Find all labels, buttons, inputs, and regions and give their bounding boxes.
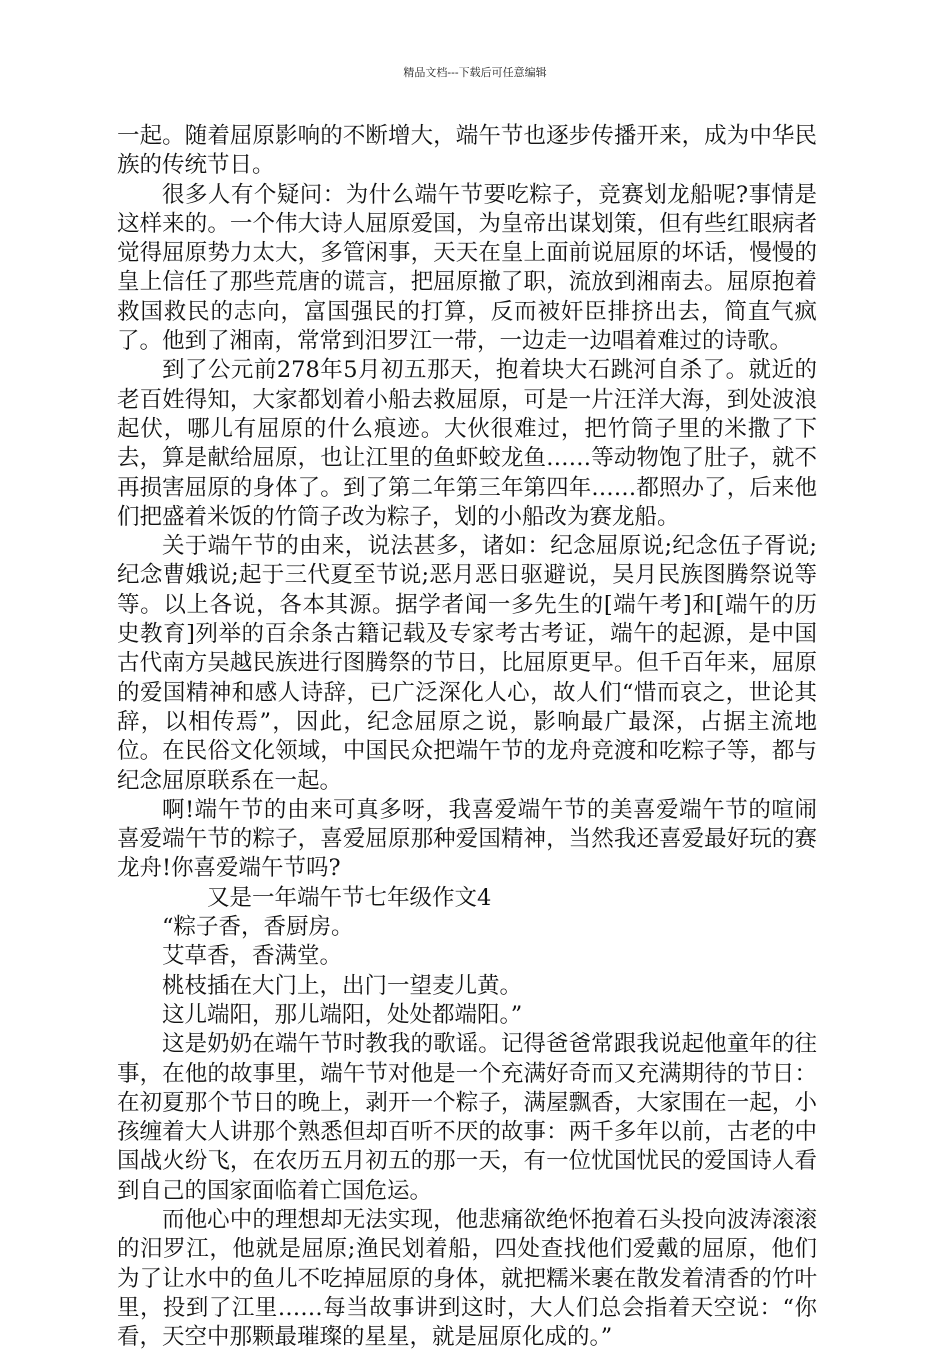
paragraph: 一起。随着屈原影响的不断增大，端午节也逐步传播开来，成为中华民族的传统节日。	[117, 123, 817, 179]
paragraph: 这是奶奶在端午节时教我的歌谣。记得爸爸常跟我说起他童年的往事，在他的故事里，端午节对他是一个充满好奇而又充满期待的节日：在初夏那个节日的晚上，剥开一个粽子，满屋飘香，大家围在一起，小孩缠着大人讲那个熟悉但却百听不厌的故事：两千多年以前，古老的中国战火纷飞，在农历五月初五的那一天，有一位忧国忧民的爱国诗人看到自己的国家面临着亡国危运。	[117, 1031, 817, 1204]
paragraph: 关于端午节的由来，说法甚多，诸如：纪念屈原说;纪念伍子胥说;纪念曹娥说;起于三代夏至节说;恶月恶日驱避说，吴月民族图腾祭说等等。以上各说，各本其源。据学者闻一多先生的[端午考]和[端午的历史教育]列举的百余条古籍记载及专家考古考证，端午的起源，是中国古代南方吴越民族进行图腾祭的节日，比屈原更早。但千百年来，屈原的爱国精神和感人诗辞，已广泛深化人心，故人们“惜而哀之，世论其辞，以相传焉”，因此，纪念屈原之说，影响最广最深，占据主流地位。在民俗文化领域，中国民众把端午节的龙舟竞渡和吃粽子等，都与纪念屈原联系在一起。	[117, 533, 817, 794]
verse-line: 艾草香，香满堂。	[162, 943, 343, 970]
document-body	[117, 122, 817, 1352]
page-header: 精品文档---下载后可任意编辑	[403, 66, 547, 79]
paragraph: 到了公元前278年5月初五那天，抱着块大石跳河自杀了。就近的老百姓得知，大家都划着小船去救屈原，可是一片汪洋大海，到处波浪起伏，哪儿有屈原的什么痕迹。大伙很难过，把竹筒子里的米撒了下去，算是献给屈原，也让江里的鱼虾蛟龙鱼……等动物饱了肚子，就不再损害屈原的身体了。到了第二年第三年第四年……都照办了，后来他们把盛着米饭的竹筒子改为粽子，划的小船改为赛龙船。	[117, 357, 817, 530]
verse-line: 这儿端阳，那儿端阳，处处都端阳。”	[162, 1001, 523, 1028]
paragraph: 而他心中的理想却无法实现，他悲痛欲绝怀抱着石头投向波涛滚滚的汨罗江，他就是屈原;渔民划着船，四处查找他们爱戴的屈原，他们为了让水中的鱼儿不吃掉屈原的身体，就把糯米裹在散发着清香的竹叶里，投到了江里……每当故事讲到这时，大人们总会指着天空说：“你看，天空中那颗最璀璨的星星，就是屈原化成的。”	[117, 1206, 817, 1351]
verse-line: 桃枝插在大门上，出门一望麦儿黄。	[162, 972, 523, 999]
paragraph: 很多人有个疑问：为什么端午节要吃粽子，竞赛划龙船呢?事情是这样来的。一个伟大诗人屈原爱国，为皇帝出谋划策，但有些红眼病者觉得屈原势力太大，多管闲事，天天在皇上面前说屈原的坏话，慢慢的皇上信任了那些荒唐的谎言，把屈原撤了职，流放到湘南去。屈原抱着救国救民的志向，富国强民的打算，反而被奸臣排挤出去，简直气疯了。他到了湘南，常常到汨罗江一带，一边走一边唱着难过的诗歌。	[117, 181, 817, 355]
verse-line: “粽子香，香厨房。	[162, 914, 354, 941]
section-heading: 又是一年端午节七年级作文4	[207, 884, 492, 911]
paragraph: 啊!端午节的由来可真多呀，我喜爱端午节的美喜爱端午节的喧闹喜爱端午节的粽子，喜爱屈原那种爱国精神，当然我还喜爱最好玩的赛龙舟!你喜爱端午节吗?	[117, 796, 817, 882]
